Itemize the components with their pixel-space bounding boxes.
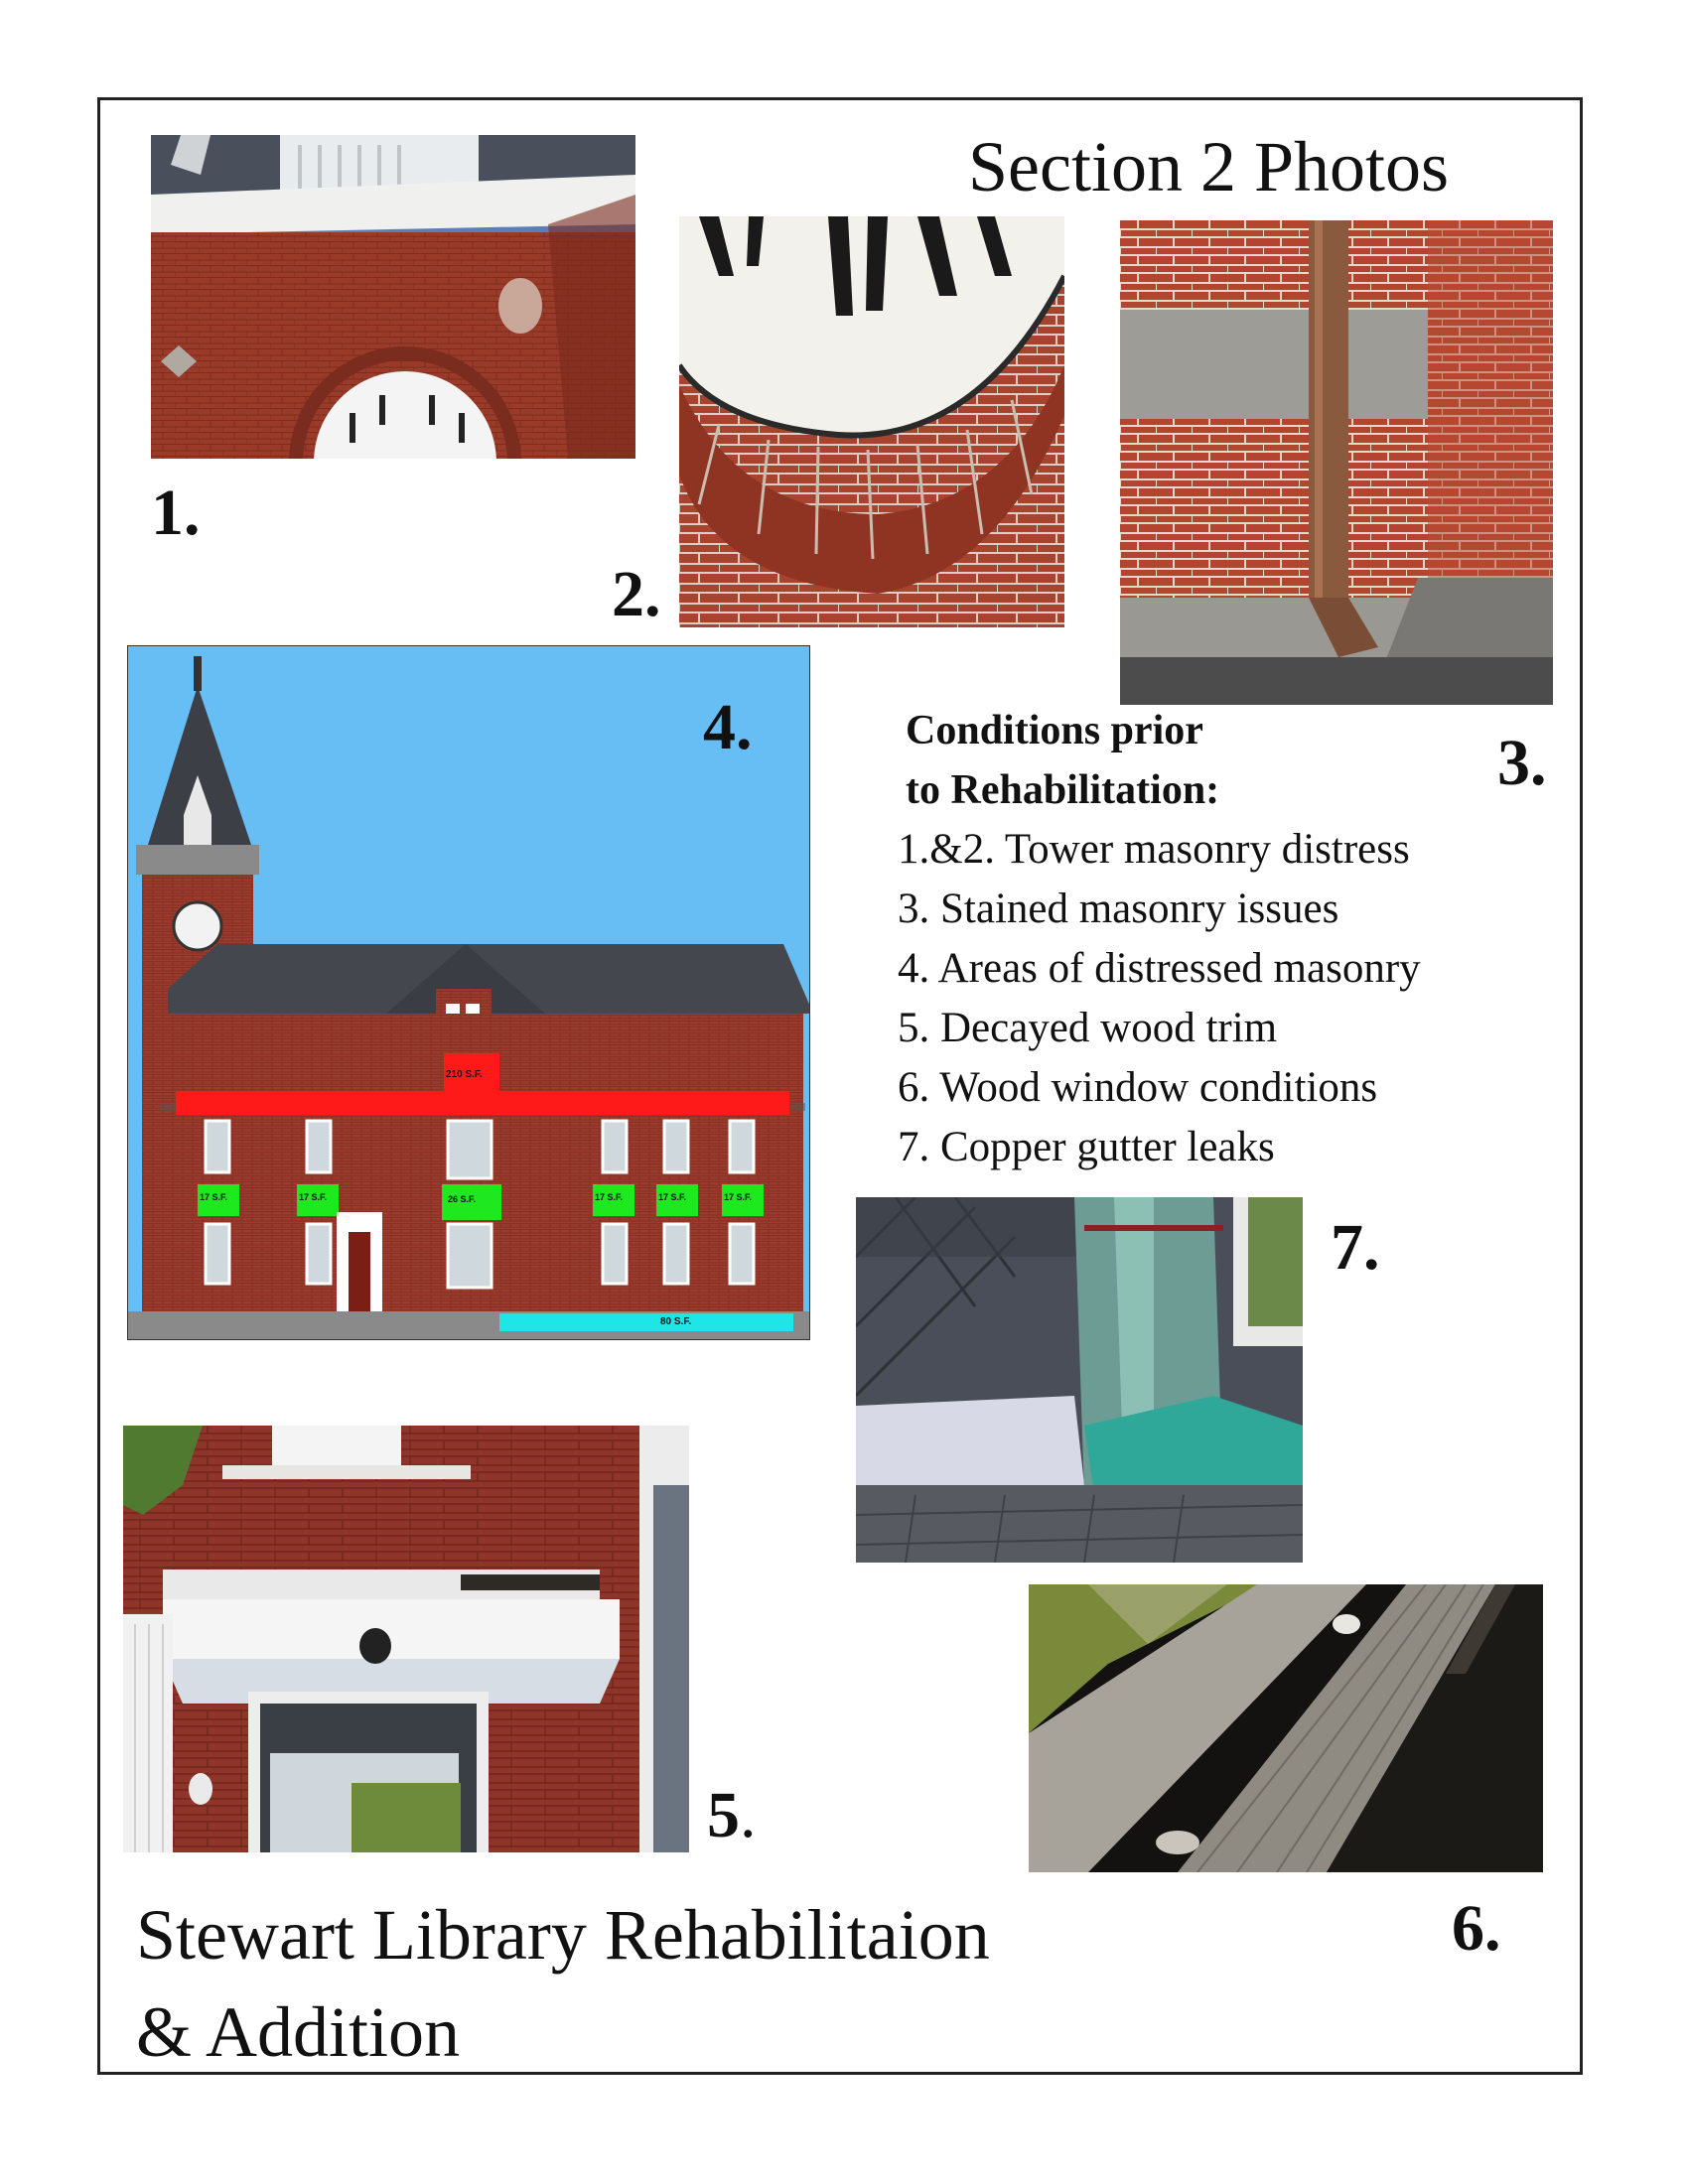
photo-1-tower [151,135,635,459]
photo-3-downspout [1120,220,1553,705]
photo-number-2: 2. [612,558,661,630]
label-window-6: 17 S.F. [724,1192,753,1202]
photo-7-copper-gutter [856,1197,1303,1563]
label-window-2: 17 S.F. [299,1192,328,1202]
label-window-1: 17 S.F. [200,1192,228,1202]
footer-line-1: Stewart Library Rehabilitaion [136,1895,990,1975]
condition-item: 4. Areas of distressed masonry [898,945,1421,992]
photo-number-5 [707,1779,757,1851]
conditions-heading-1: Conditions prior [906,708,1203,753]
photo-number-4: 4. [703,691,753,763]
photo-6-wood-window [1029,1584,1543,1872]
photo-number-7: 7. [1331,1211,1380,1284]
condition-item: 3. Stained masonry issues [898,886,1339,932]
page-title: Section 2 Photos [968,127,1450,206]
condition-item: 7. Copper gutter leaks [898,1124,1275,1170]
document-footer-title [136,1886,990,2081]
label-window-4: 17 S.F. [595,1192,624,1202]
label-210-sf: 210 S.F. [446,1069,483,1080]
conditions-heading-2: to Rehabilitation: [906,767,1220,813]
label-80-sf: 80 S.F. [660,1316,692,1327]
label-window-3: 26 S.F. [448,1194,477,1204]
photo-number-5-dot: . [740,1779,757,1851]
condition-item: 1.&2. Tower masonry distress [898,826,1410,873]
conditions-list [898,701,1541,1177]
condition-item: 6. Wood window conditions [898,1064,1378,1111]
condition-item: 5. Decayed wood trim [898,1005,1278,1051]
photo-number-5-digit: 5 [707,1779,740,1851]
photo-2-clock-arch [679,216,1064,627]
photo-5-wood-trim [123,1426,689,1852]
photo-number-1: 1. [151,477,201,549]
footer-line-2: & Addition [136,1992,461,2072]
photo-number-6: 6. [1452,1892,1501,1965]
photo-number-3: 3. [1497,727,1547,799]
label-window-5: 17 S.F. [658,1192,687,1202]
